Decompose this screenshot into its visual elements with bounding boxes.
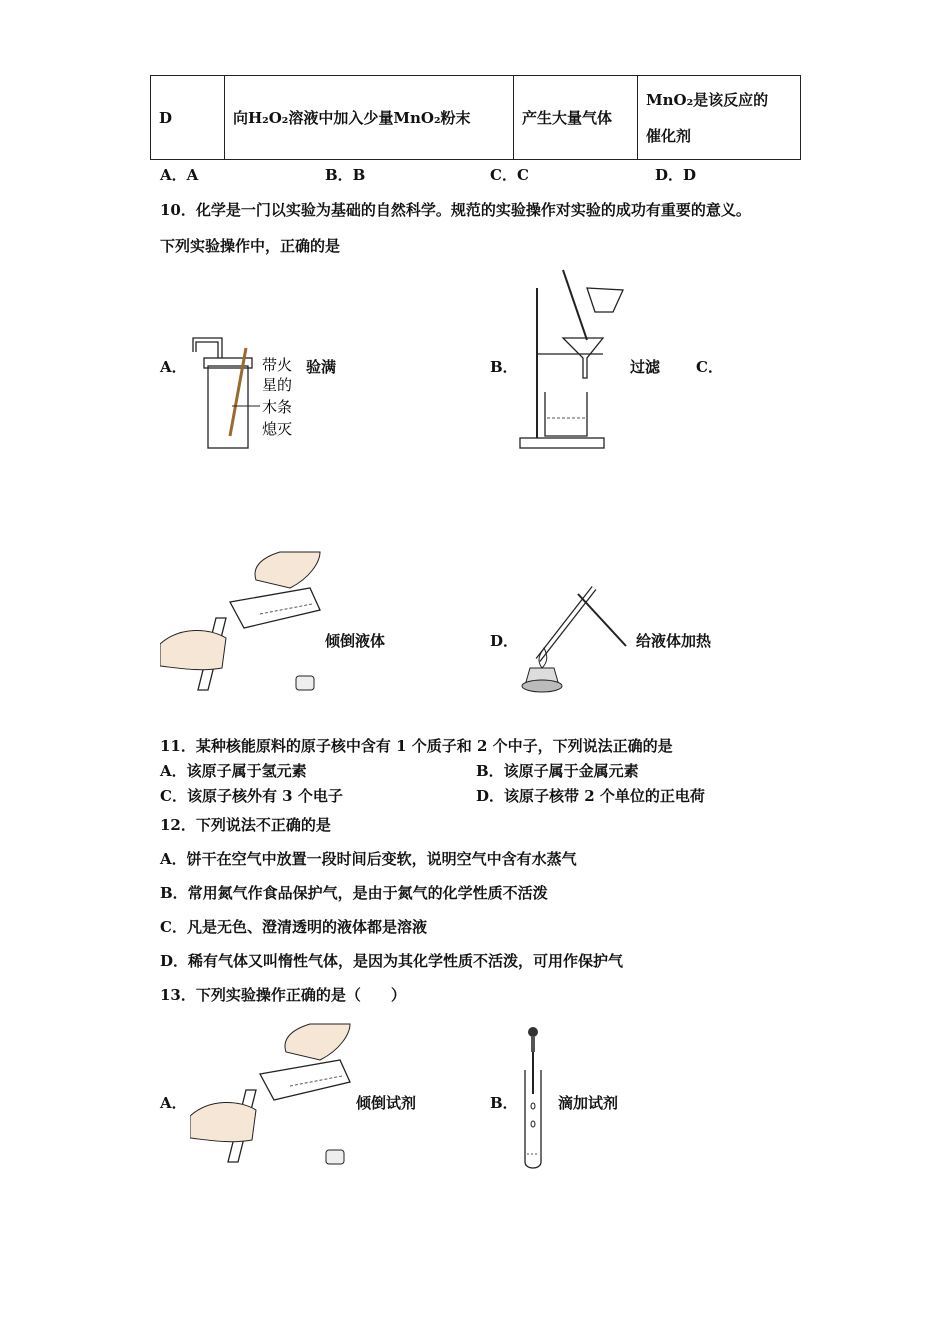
q13-option-a-caption: 倾倒试剂 <box>356 1094 417 1112</box>
pouring-reagent-figure <box>190 1020 355 1170</box>
q11-option-d[interactable]: D．该原子核带 2 个单位的正电荷 <box>476 787 705 805</box>
q9-choice-b[interactable]: B．B <box>325 166 366 184</box>
q11-stem: 11．某种核能原料的原子核中含有 1 个质子和 2 个中子，下列说法正确的是 <box>160 737 673 755</box>
q12-stem: 12．下列说法不正确的是 <box>160 816 331 834</box>
q10-option-a-letter[interactable]: A． <box>160 358 187 376</box>
q10-option-a-caption: 验满 <box>306 358 337 376</box>
filtration-apparatus-figure <box>515 268 630 450</box>
row-phenomenon: 产生大量气体 <box>514 76 638 160</box>
q10-stem-line1: 10．化学是一门以实验为基础的自然科学。规范的实验操作对实验的成功有重要的意义。 <box>160 201 751 219</box>
q10-option-c-caption: 倾倒液体 <box>325 632 386 650</box>
dropper-test-tube-figure <box>518 1024 548 1172</box>
q10-option-c-letter[interactable]: C． <box>696 358 723 376</box>
q12-option-d[interactable]: D．稀有气体又叫惰性气体，是因为其化学性质不活泼，可用作保护气 <box>160 952 624 970</box>
q11-option-c[interactable]: C．该原子核外有 3 个电子 <box>160 787 343 805</box>
fig-label-2: 星的 <box>262 376 293 394</box>
pouring-liquid-figure <box>160 548 325 698</box>
q12-option-c[interactable]: C．凡是无色、澄清透明的液体都是溶液 <box>160 918 427 936</box>
row-operation: 向H₂O₂溶液中加入少量MnO₂粉末 <box>225 76 514 160</box>
q9-choice-c[interactable]: C．C <box>490 166 529 184</box>
q11-option-a[interactable]: A．该原子属于氢元素 <box>160 762 307 780</box>
heating-liquid-figure <box>518 578 633 698</box>
q9-choice-a[interactable]: A．A <box>160 166 199 184</box>
q10-option-d-caption: 给液体加热 <box>636 632 712 650</box>
options-table <box>150 75 801 160</box>
row-letter: D <box>151 76 225 160</box>
row-conclusion-line1: MnO₂是该反应的 <box>646 90 769 109</box>
q10-option-b-letter[interactable]: B． <box>490 358 518 376</box>
q13-option-b-caption: 滴加试剂 <box>558 1094 619 1112</box>
q10-option-b-caption: 过滤 <box>630 358 661 376</box>
fig-label-4: 熄灭 <box>262 420 293 438</box>
q10-option-d-letter[interactable]: D． <box>490 632 519 650</box>
q13-stem: 13．下列实验操作正确的是（ ） <box>160 986 406 1004</box>
fig-label-3: 木条 <box>262 398 293 416</box>
q10-stem-line2: 下列实验操作中，正确的是 <box>160 237 341 255</box>
gas-bottle-splint-figure <box>188 336 308 452</box>
q12-option-a[interactable]: A．饼干在空气中放置一段时间后变软，说明空气中含有水蒸气 <box>160 850 577 868</box>
q11-option-b[interactable]: B．该原子属于金属元素 <box>476 762 639 780</box>
table-row <box>151 76 801 160</box>
q13-option-a-letter[interactable]: A． <box>160 1094 187 1112</box>
row-conclusion <box>638 76 801 160</box>
fig-label-1: 带火 <box>262 356 293 374</box>
q9-choice-d[interactable]: D．D <box>655 166 697 184</box>
q13-option-b-letter[interactable]: B． <box>490 1094 518 1112</box>
row-conclusion-line2: 催化剂 <box>646 126 692 145</box>
q12-option-b[interactable]: B．常用氮气作食品保护气，是由于氮气的化学性质不活泼 <box>160 884 548 902</box>
